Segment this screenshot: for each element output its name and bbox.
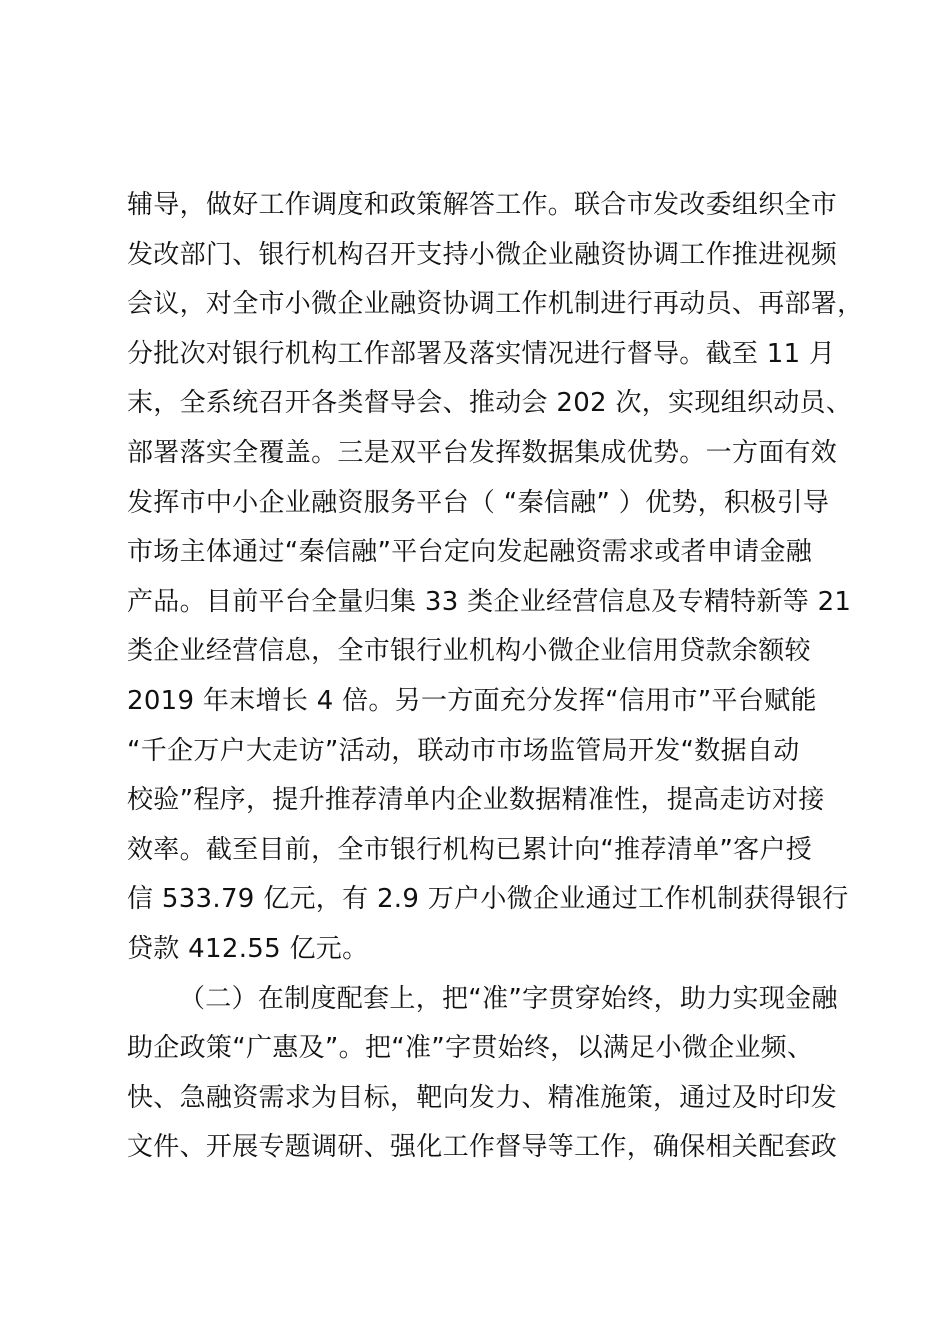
text-line: 发挥市中小企业融资服务平台（ “秦信融” ）优势，积极引导 [127, 487, 830, 518]
paragraph-heading-line: （二）在制度配套上，把“准”字贯穿始终，助力实现金融 [179, 983, 838, 1014]
text-line: 效率。截至目前，全市银行机构已累计向“推荐清单”客户授 [127, 834, 813, 865]
text-line: 贷款 412.55 亿元。 [127, 933, 369, 964]
text-line: 辅导，做好工作调度和政策解答工作。联合市发改委组织全市 [127, 190, 838, 220]
text-line: 2019 年末增长 4 倍。另一方面充分发挥“信用市”平台赋能 [127, 685, 817, 716]
text-line: “千企万户大走访”活动，联动市市场监管局开发“数据自动 [127, 735, 800, 766]
text-line: 产品。目前平台全量归集 33 类企业经营信息及专精特新等 21 [127, 586, 852, 617]
text-line: 市场主体通过“秦信融”平台定向发起融资需求或者申请金融 [127, 537, 813, 568]
text-line: 快、急融资需求为目标，靶向发力、精准施策，通过及时印发 [127, 1082, 838, 1113]
text-line: 助企政策“广惠及”。把“准”字贯始终，以满足小微企业频、 [127, 1033, 814, 1064]
text-line: 分批次对银行机构工作部署及落实情况进行督导。截至 11 月 [127, 338, 836, 369]
text-line: 文件、开展专题调研、强化工作督导等工作，确保相关配套政 [127, 1132, 838, 1163]
text-line: 部署落实全覆盖。三是双平台发挥数据集成优势。一方面有效 [127, 437, 838, 468]
text-line: 末，全系统召开各类督导会、推动会 202 次，实现组织动员、 [127, 388, 853, 419]
text-line: 信 533.79 亿元，有 2.9 万户小微企业通过工作机制获得银行 [127, 884, 849, 915]
text-line: 会议，对全市小微企业融资协调工作机制进行再动员、再部署， [127, 289, 864, 320]
text-line: 类企业经营信息，全市银行业机构小微企业信用贷款余额较 [127, 636, 811, 667]
document-body [127, 181, 864, 1173]
text-line: 校验”程序，提升推荐清单内企业数据精准性，提高走访对接 [127, 785, 825, 816]
text-line: 发改部门、银行机构召开支持小微企业融资协调工作推进视频 [127, 239, 838, 270]
